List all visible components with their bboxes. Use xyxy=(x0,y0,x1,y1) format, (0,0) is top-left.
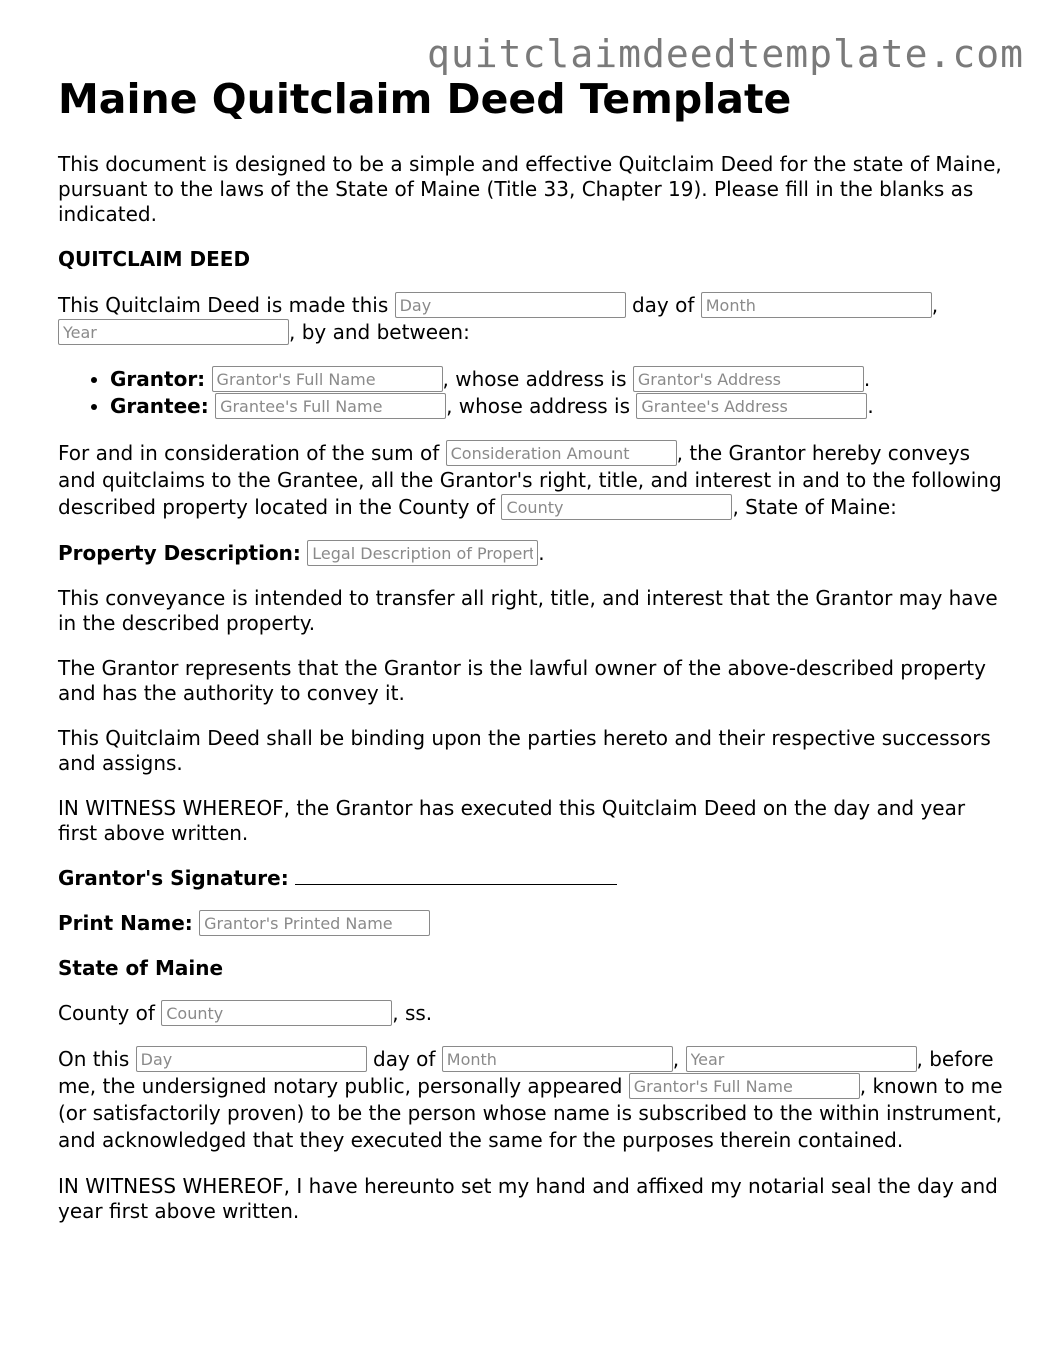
represents-paragraph: The Grantor represents that the Grantor is the lawful owner of the above-described property and has the authority to convey it. xyxy=(58,656,986,705)
grantor-name-input[interactable] xyxy=(212,366,443,392)
grantee-address-input[interactable] xyxy=(636,393,867,419)
document-body xyxy=(58,74,1008,1244)
consideration-amount-input[interactable] xyxy=(446,440,677,466)
transfer-paragraph: This conveyance is intended to transfer all right, title, and interest that the Grantor may have in the described property. xyxy=(58,586,998,635)
county-line: County of County , ss. xyxy=(58,1001,1008,1026)
notary-month-input[interactable] xyxy=(442,1046,673,1072)
intro-paragraph: This document is designed to be a simple and effective Quitclaim Deed for the state of Maine, pursuant to the laws of the State of Maine (Title 33, Chapter 19). Please fill in the blanks as indicated. xyxy=(58,152,1002,226)
printed-name-input[interactable] xyxy=(199,910,430,936)
notary-witness-paragraph: IN WITNESS WHEREOF, I have hereunto set my hand and affixed my notarial seal the day and year first above written. xyxy=(58,1174,998,1223)
notary-paragraph: On this Day day of Month , Year , before me, the undersigned notary public, personally appeared Grantor's Full Name , known to me (or satisfactorily proven) to be the person whose name is subscribed to the within instrument, and acknowledged that they executed the same for the purposes therein contained. xyxy=(58,1046,1008,1154)
grantee-item: • Grantee: Grantee's Full Name , whose address is Grantee's Address . xyxy=(110,393,1008,420)
notary-county-input[interactable] xyxy=(161,1000,392,1026)
property-description-input[interactable] xyxy=(307,540,538,566)
notary-grantor-name-input[interactable] xyxy=(629,1073,860,1099)
consideration-paragraph: For and in consideration of the sum of Consideration Amount , the Grantor hereby conveys and quitclaims to the Grantee, all the Grantor's right, title, and interest in and to the following described property located in the County of County , State of Maine: xyxy=(58,440,1008,521)
notary-year-input[interactable] xyxy=(686,1046,917,1072)
grantor-address-input[interactable] xyxy=(633,366,864,392)
deed-heading: QUITCLAIM DEED xyxy=(58,247,251,271)
property-description-line: Property Description: Legal Description of Property . xyxy=(58,541,1008,566)
made-this-paragraph: This Quitclaim Deed is made this Day day of Month , Year, by and between: xyxy=(58,292,1008,346)
parties-list xyxy=(58,366,1008,420)
binding-paragraph: This Quitclaim Deed shall be binding upon the parties hereto and their respective successors and assigns. xyxy=(58,726,991,775)
grantor-item: • Grantor: Grantor's Full Name , whose address is Grantor's Address . xyxy=(110,366,1008,393)
signature-blank[interactable] xyxy=(295,866,617,885)
witness-paragraph: IN WITNESS WHEREOF, the Grantor has executed this Quitclaim Deed on the day and year first above written. xyxy=(58,796,966,845)
state-heading: State of Maine xyxy=(58,956,224,980)
deed-month-input[interactable] xyxy=(701,292,932,318)
watermark: quitclaimdeedtemplate.com xyxy=(427,32,1024,76)
page-title: Maine Quitclaim Deed Template xyxy=(58,75,792,123)
signature-line: Grantor's Signature: xyxy=(58,866,1008,891)
grantee-name-input[interactable] xyxy=(215,393,446,419)
property-county-input[interactable] xyxy=(501,494,732,520)
notary-day-input[interactable] xyxy=(136,1046,367,1072)
deed-day-input[interactable] xyxy=(395,292,626,318)
deed-year-input[interactable] xyxy=(58,319,289,345)
print-name-line: Print Name: Grantor's Printed Name xyxy=(58,911,1008,936)
